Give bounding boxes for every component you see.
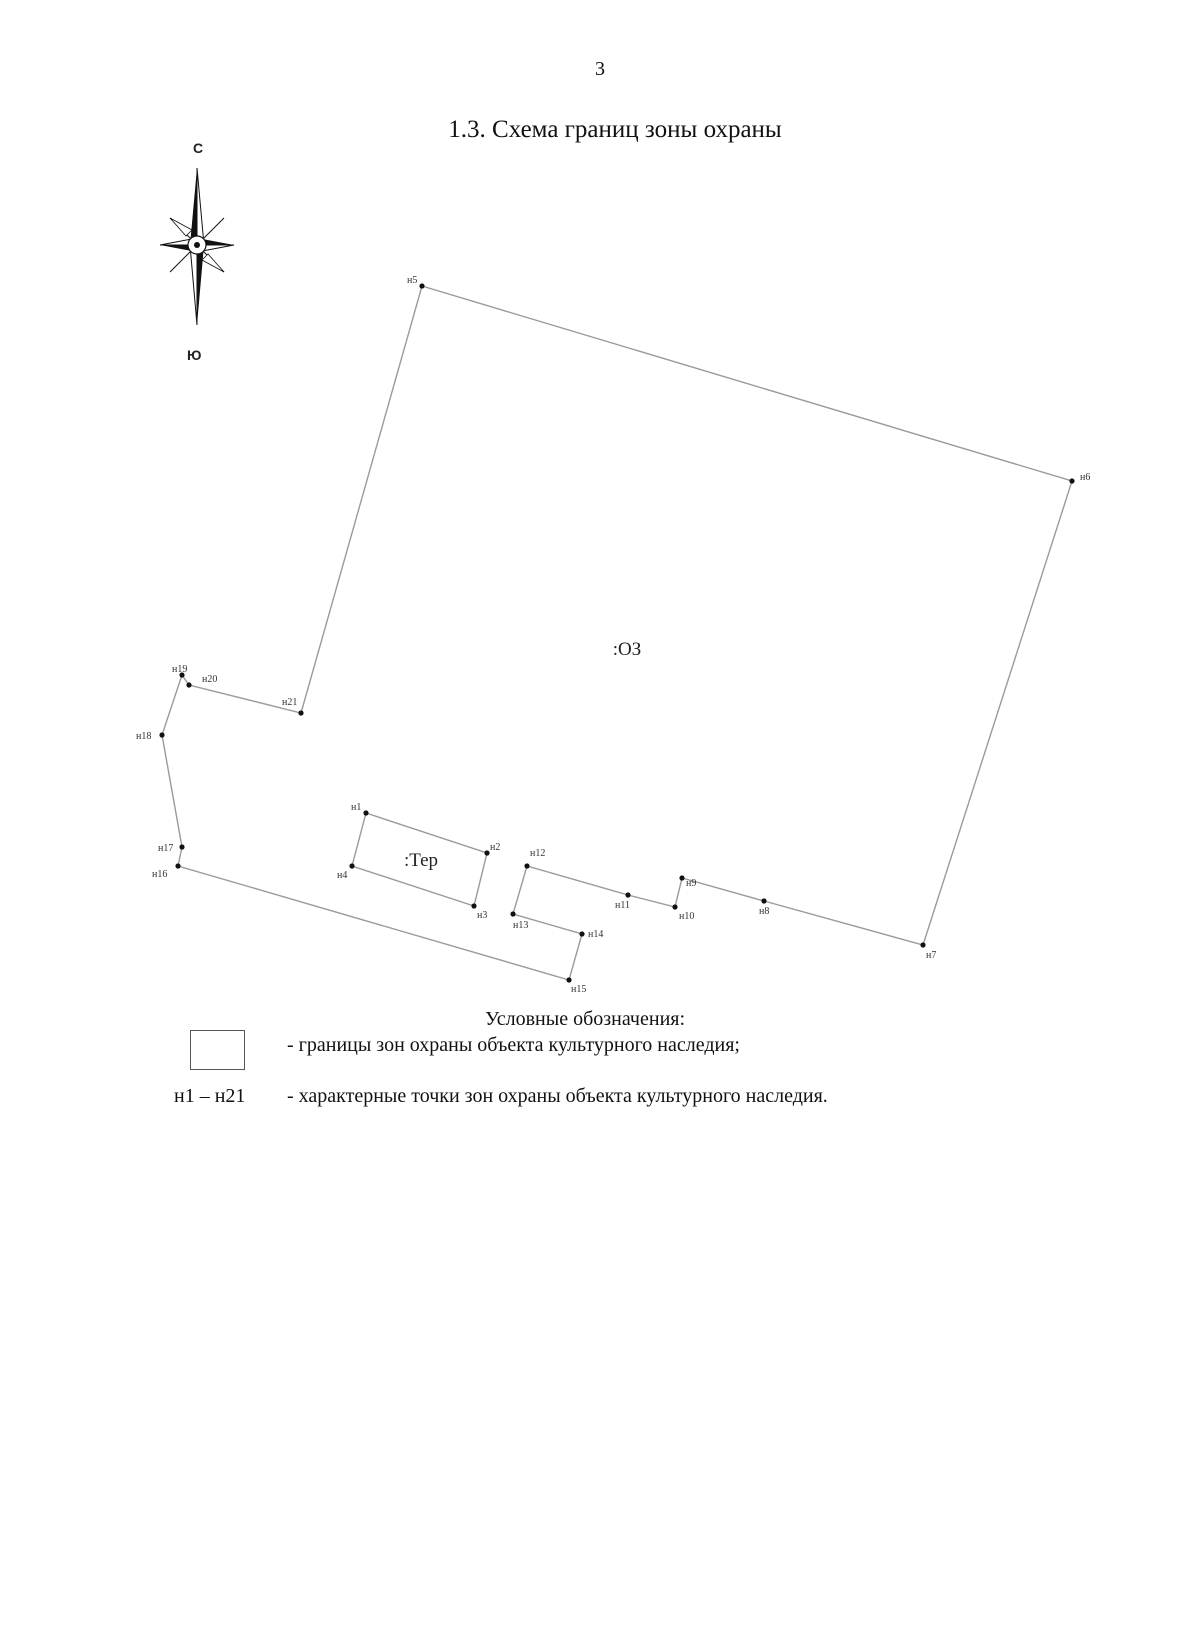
point-label: н14 xyxy=(588,929,604,940)
point-marker xyxy=(363,810,368,815)
point-label: н16 xyxy=(152,869,168,880)
point-marker xyxy=(179,844,184,849)
legend-points-symbol: н1 – н21 xyxy=(174,1085,246,1107)
point-marker xyxy=(419,283,424,288)
point-label: н6 xyxy=(1080,472,1091,483)
map-title: 1.3. Схема границ зоны охраны xyxy=(448,116,782,143)
point-marker xyxy=(625,892,630,897)
point-marker xyxy=(524,863,529,868)
point-label: н13 xyxy=(513,920,529,931)
point-label: н12 xyxy=(530,848,546,859)
compass-north-letter: С xyxy=(193,140,204,156)
point-marker xyxy=(175,863,180,868)
point-label: н18 xyxy=(136,731,152,742)
point-marker xyxy=(510,911,515,916)
point-label: н20 xyxy=(202,674,218,685)
point-marker xyxy=(1069,478,1074,483)
point-marker xyxy=(298,710,303,715)
point-label: н9 xyxy=(686,878,697,889)
legend-title: Условные обозначения: xyxy=(485,1008,686,1030)
point-marker xyxy=(920,942,925,947)
point-label: н4 xyxy=(337,870,348,881)
point-marker xyxy=(186,682,191,687)
point-marker xyxy=(761,898,766,903)
point-label: н15 xyxy=(571,984,587,995)
compass-rose-icon xyxy=(160,140,234,363)
point-label: н19 xyxy=(172,664,188,675)
point-marker xyxy=(672,904,677,909)
zone-label: :ОЗ xyxy=(612,639,642,660)
point-label: н3 xyxy=(477,910,488,921)
point-marker xyxy=(484,850,489,855)
point-label: н5 xyxy=(407,275,418,286)
point-marker xyxy=(579,931,584,936)
zone-boundary xyxy=(162,286,1072,980)
legend-boundary-swatch xyxy=(190,1030,245,1070)
characteristic-points xyxy=(136,275,1090,995)
point-label: н2 xyxy=(490,842,501,853)
point-marker xyxy=(471,903,476,908)
point-label: н7 xyxy=(926,950,937,961)
zone-boundaries xyxy=(162,286,1072,980)
point-label: н10 xyxy=(679,911,695,922)
page-number: 3 xyxy=(595,58,605,80)
point-label: н11 xyxy=(615,900,630,911)
point-marker xyxy=(679,875,684,880)
point-label: н8 xyxy=(759,906,770,917)
point-label: н1 xyxy=(351,802,362,813)
legend-boundary-text: - границы зон охраны объекта культурного наследия; xyxy=(287,1034,740,1056)
legend-points-text: - характерные точки зон охраны объекта культурного наследия. xyxy=(287,1085,828,1107)
compass-south-letter: Ю xyxy=(187,347,202,363)
point-label: н17 xyxy=(158,843,174,854)
zone-label: :Тер xyxy=(403,850,439,871)
point-marker xyxy=(566,977,571,982)
point-label: н21 xyxy=(282,697,298,708)
point-marker xyxy=(349,863,354,868)
point-marker xyxy=(159,732,164,737)
